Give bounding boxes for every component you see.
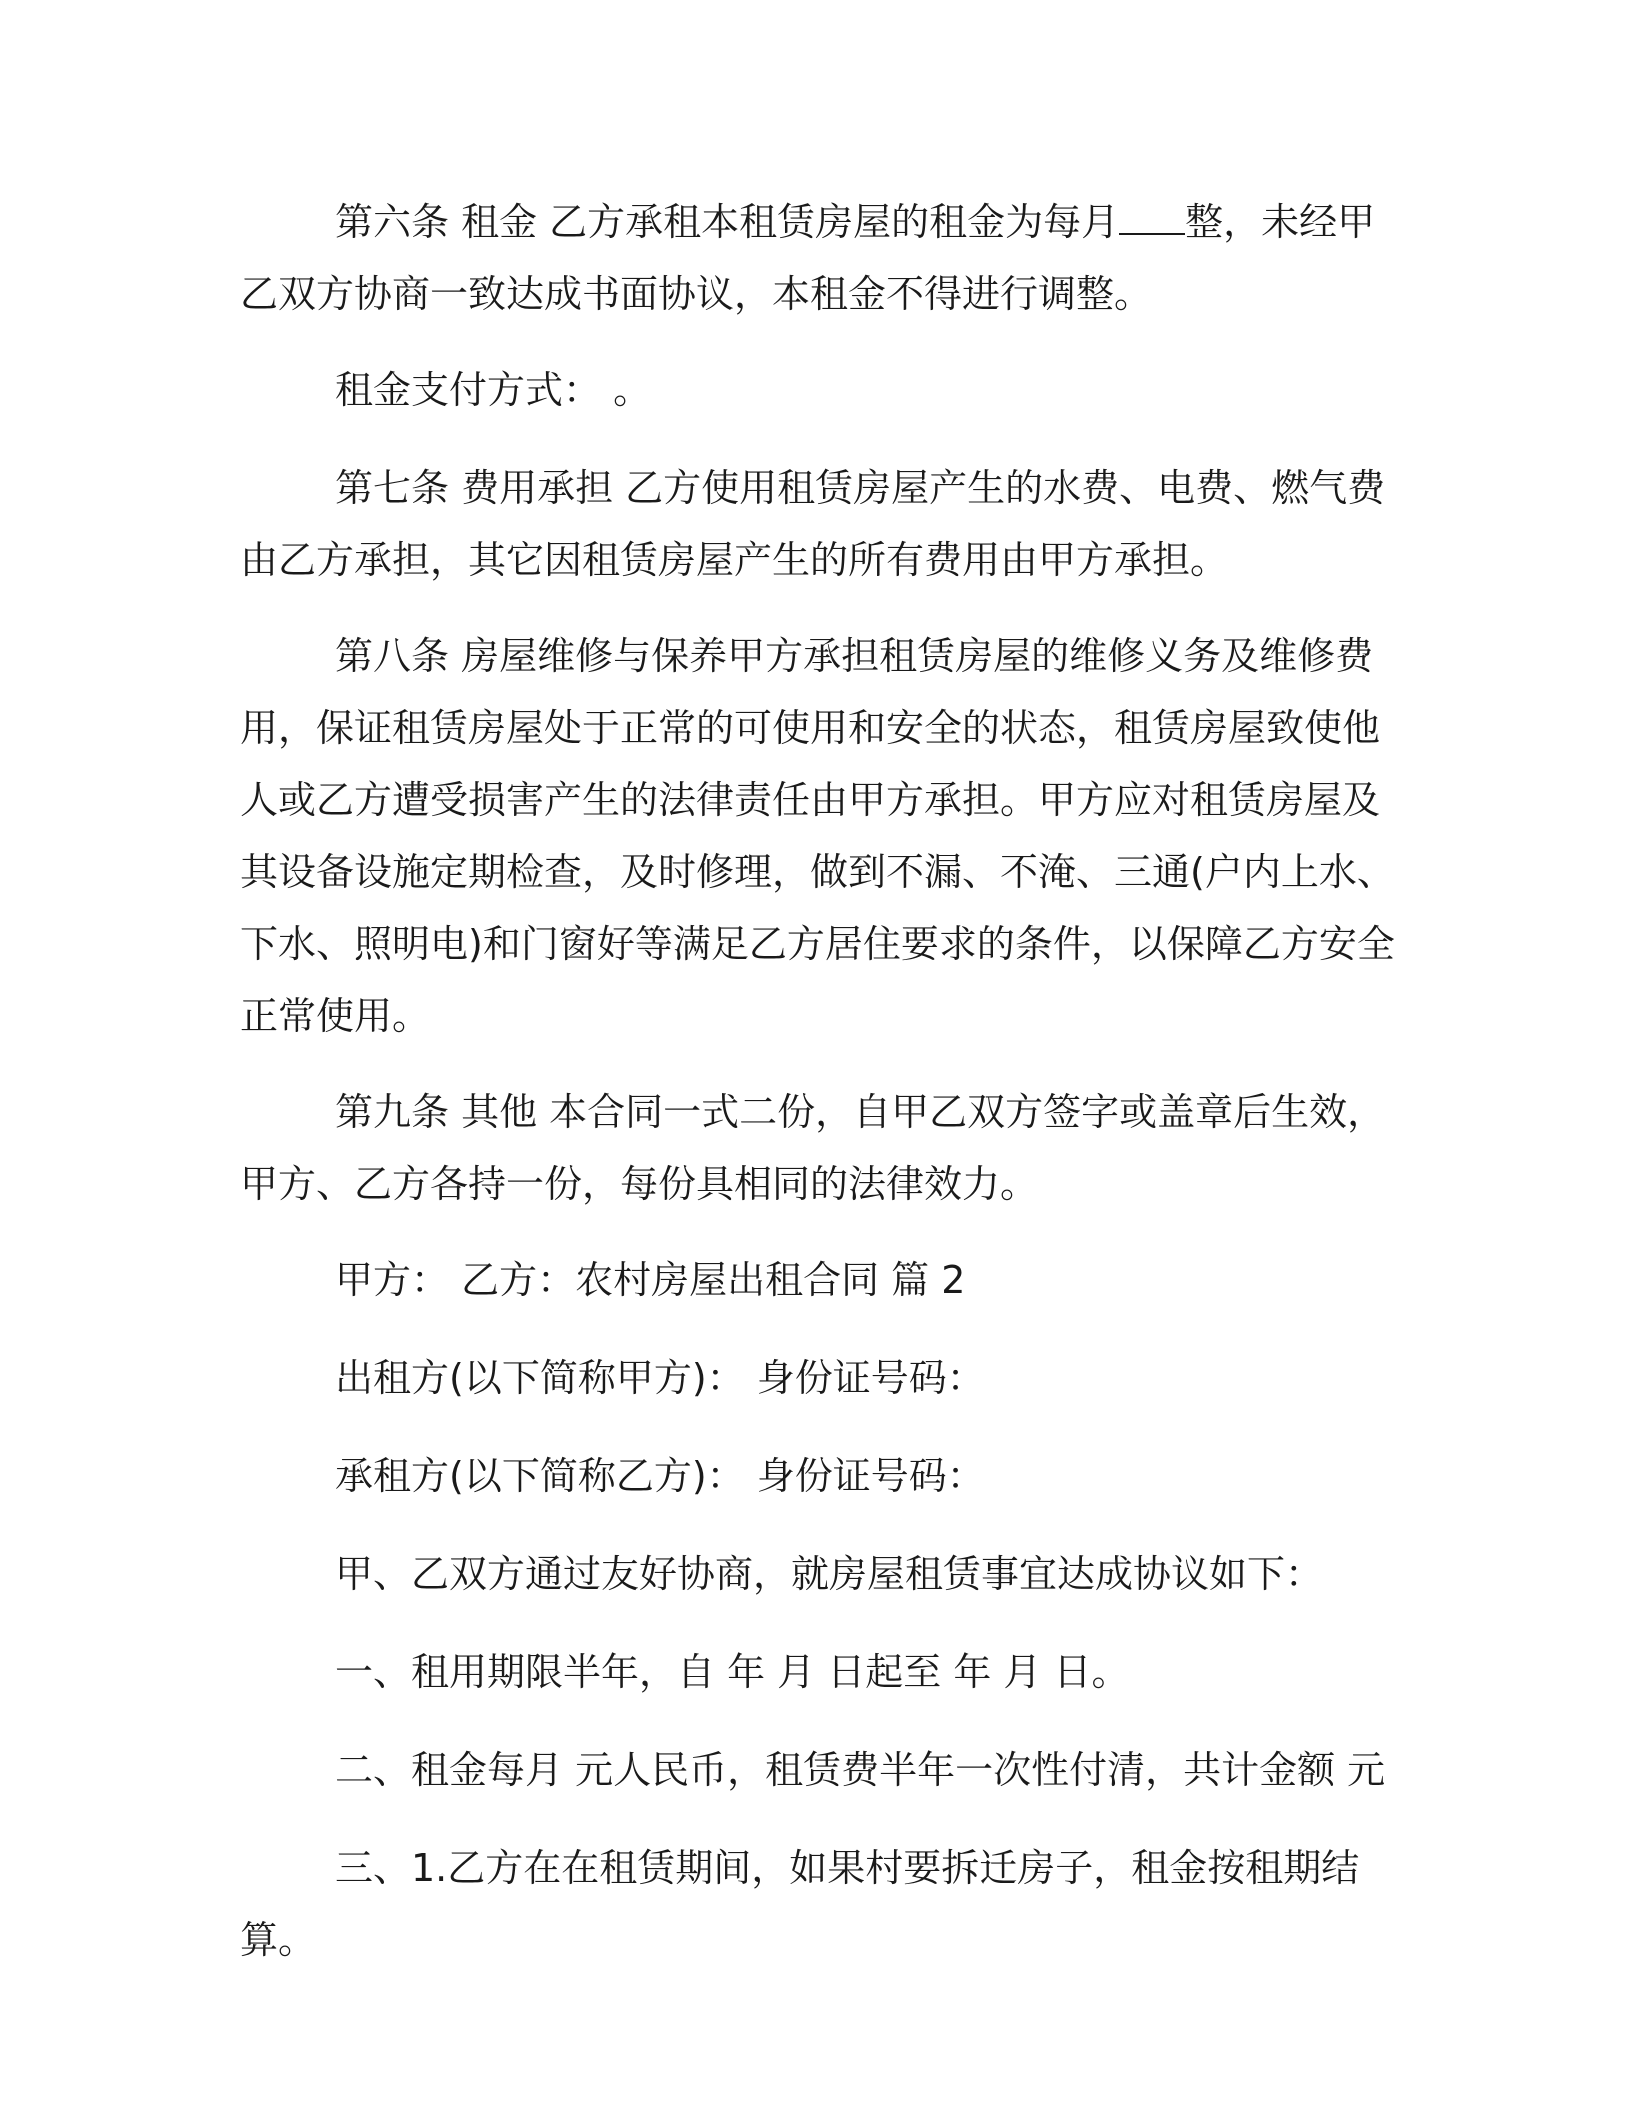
rent-amount-blank xyxy=(1119,203,1185,235)
article-6-text-before: 第六条 租金 乙方承租本租赁房屋的租金为每月 xyxy=(335,200,1120,244)
lessor-line: 出租方(以下简称甲方)： 身份证号码： xyxy=(335,1356,985,1400)
article-6-text-after: 整，未经甲乙双方协商一致达成书面协议，本租金不得进行调整。 xyxy=(240,200,1376,316)
document-body xyxy=(240,186,1400,2002)
lessee-line: 承租方(以下简称乙方)： 身份证号码： xyxy=(335,1454,985,1498)
clause-1-term: 一、租用期限半年，自 年 月 日起至 年 月 日。 xyxy=(335,1650,1130,1694)
article-6-rent xyxy=(240,186,1400,330)
clause-3-demolition: 三、1.乙方在在租赁期间，如果村要拆迁房子，租金按租期结算。 xyxy=(240,1846,1360,1962)
payment-method-line: 租金支付方式： 。 xyxy=(335,368,652,412)
article-8-maintenance: 第八条 房屋维修与保养甲方承担租赁房屋的维修义务及维修费用，保证租赁房屋处于正常的可使用和安全的状态，租赁房屋致使他人或乙方遭受损害产生的法律责任由甲方承担。甲方应对租赁房屋及其设备设施定期检查，及时修理，做到不漏、不淹、三通(户内上水、下水、照明电)和门窗好等满足乙方居住要求的条件，以保障乙方安全正常使用。 xyxy=(240,634,1395,1038)
article-7-fees: 第七条 费用承担 乙方使用租赁房屋产生的水费、电费、燃气费由乙方承担，其它因租赁房屋产生的所有费用由甲方承担。 xyxy=(240,466,1386,582)
article-9-other: 第九条 其他 本合同一式二份，自甲乙双方签字或盖章后生效，甲方、乙方各持一份，每份具相同的法律效力。 xyxy=(240,1090,1386,1206)
clause-2-rent: 二、租金每月 元人民币，租赁费半年一次性付清，共计金额 元 xyxy=(335,1748,1386,1792)
agreement-intro: 甲、乙双方通过友好协商，就房屋租赁事宜达成协议如下： xyxy=(335,1552,1324,1596)
party-signature-line: 甲方： 乙方：农村房屋出租合同 篇 2 xyxy=(335,1258,966,1302)
